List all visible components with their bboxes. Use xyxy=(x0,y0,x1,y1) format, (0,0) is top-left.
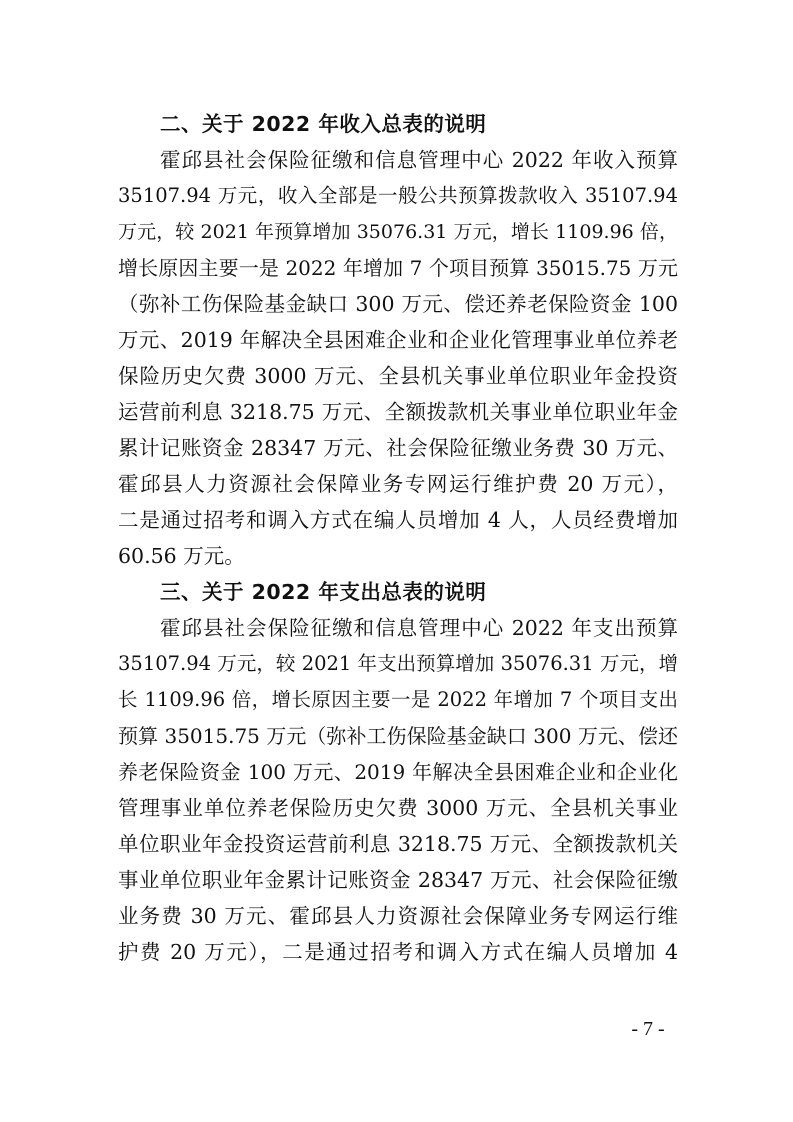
section-2-line-6: 万元、2019 年解决全县困难企业和企业化管理事业单位养老 xyxy=(118,328,678,352)
section-3-line-8: 事业单位职业年金累计记账资金 28347 万元、社会保险征缴 xyxy=(118,868,678,892)
section-2-line-4: 增长原因主要一是 2022 年增加 7 个项目预算 35015.75 万元 xyxy=(118,256,678,280)
section-2-line-1: 霍邱县社会保险征缴和信息管理中心 2022 年收入预算 xyxy=(160,148,678,172)
section-2-line-12: 60.56 万元。 xyxy=(118,544,245,568)
section-2-line-9: 累计记账资金 28347 万元、社会保险征缴业务费 30 万元、 xyxy=(118,436,678,460)
section-2-heading: 二、关于 2022 年收入总表的说明 xyxy=(160,112,487,136)
section-3-line-6: 管理事业单位养老保险历史欠费 3000 万元、全县机关事业 xyxy=(118,796,678,820)
section-2-line-11: 二是通过招考和调入方式在编人员增加 4 人，人员经费增加 xyxy=(118,508,678,532)
section-2-line-3: 万元，较 2021 年预算增加 35076.31 万元，增长 1109.96 倍， xyxy=(118,221,678,243)
section-3-heading: 三、关于 2022 年支出总表的说明 xyxy=(160,580,487,604)
section-3-line-7: 单位职业年金投资运营前利息 3218.75 万元、全额拨款机关 xyxy=(118,832,678,856)
section-3-line-3: 长 1109.96 倍，增长原因主要一是 2022 年增加 7 个项目支出 xyxy=(118,688,678,711)
section-3-line-9: 业务费 30 万元、霍邱县人力资源社会保障业务专网运行维 xyxy=(118,904,678,928)
section-3-line-1: 霍邱县社会保险征缴和信息管理中心 2022 年支出预算 xyxy=(160,616,678,640)
section-3-line-2: 35107.94 万元，较 2021 年支出预算增加 35076.31 万元，增 xyxy=(118,652,678,675)
section-3-line-4: 预算 35015.75 万元（弥补工伤保险基金缺口 300 万元、偿还 xyxy=(118,724,678,748)
section-2-line-10: 霍邱县人力资源社会保障业务专网运行维护费 20 万元）， xyxy=(118,472,678,496)
section-2-line-2: 35107.94 万元，收入全部是一般公共预算拨款收入 35107.94 xyxy=(118,184,678,207)
section-3-line-10: 护费 20 万元），二是通过招考和调入方式在编人员增加 4 xyxy=(118,940,678,964)
page-number: - 7 - xyxy=(631,1018,665,1040)
section-2-line-8: 运营前利息 3218.75 万元、全额拨款机关事业单位职业年金 xyxy=(118,400,678,424)
section-2-line-5: （弥补工伤保险基金缺口 300 万元、偿还养老保险资金 100 xyxy=(118,292,678,316)
section-3-line-5: 养老保险资金 100 万元、2019 年解决全县困难企业和企业化 xyxy=(118,760,678,784)
section-2-line-7: 保险历史欠费 3000 万元、全县机关事业单位职业年金投资 xyxy=(118,364,678,388)
